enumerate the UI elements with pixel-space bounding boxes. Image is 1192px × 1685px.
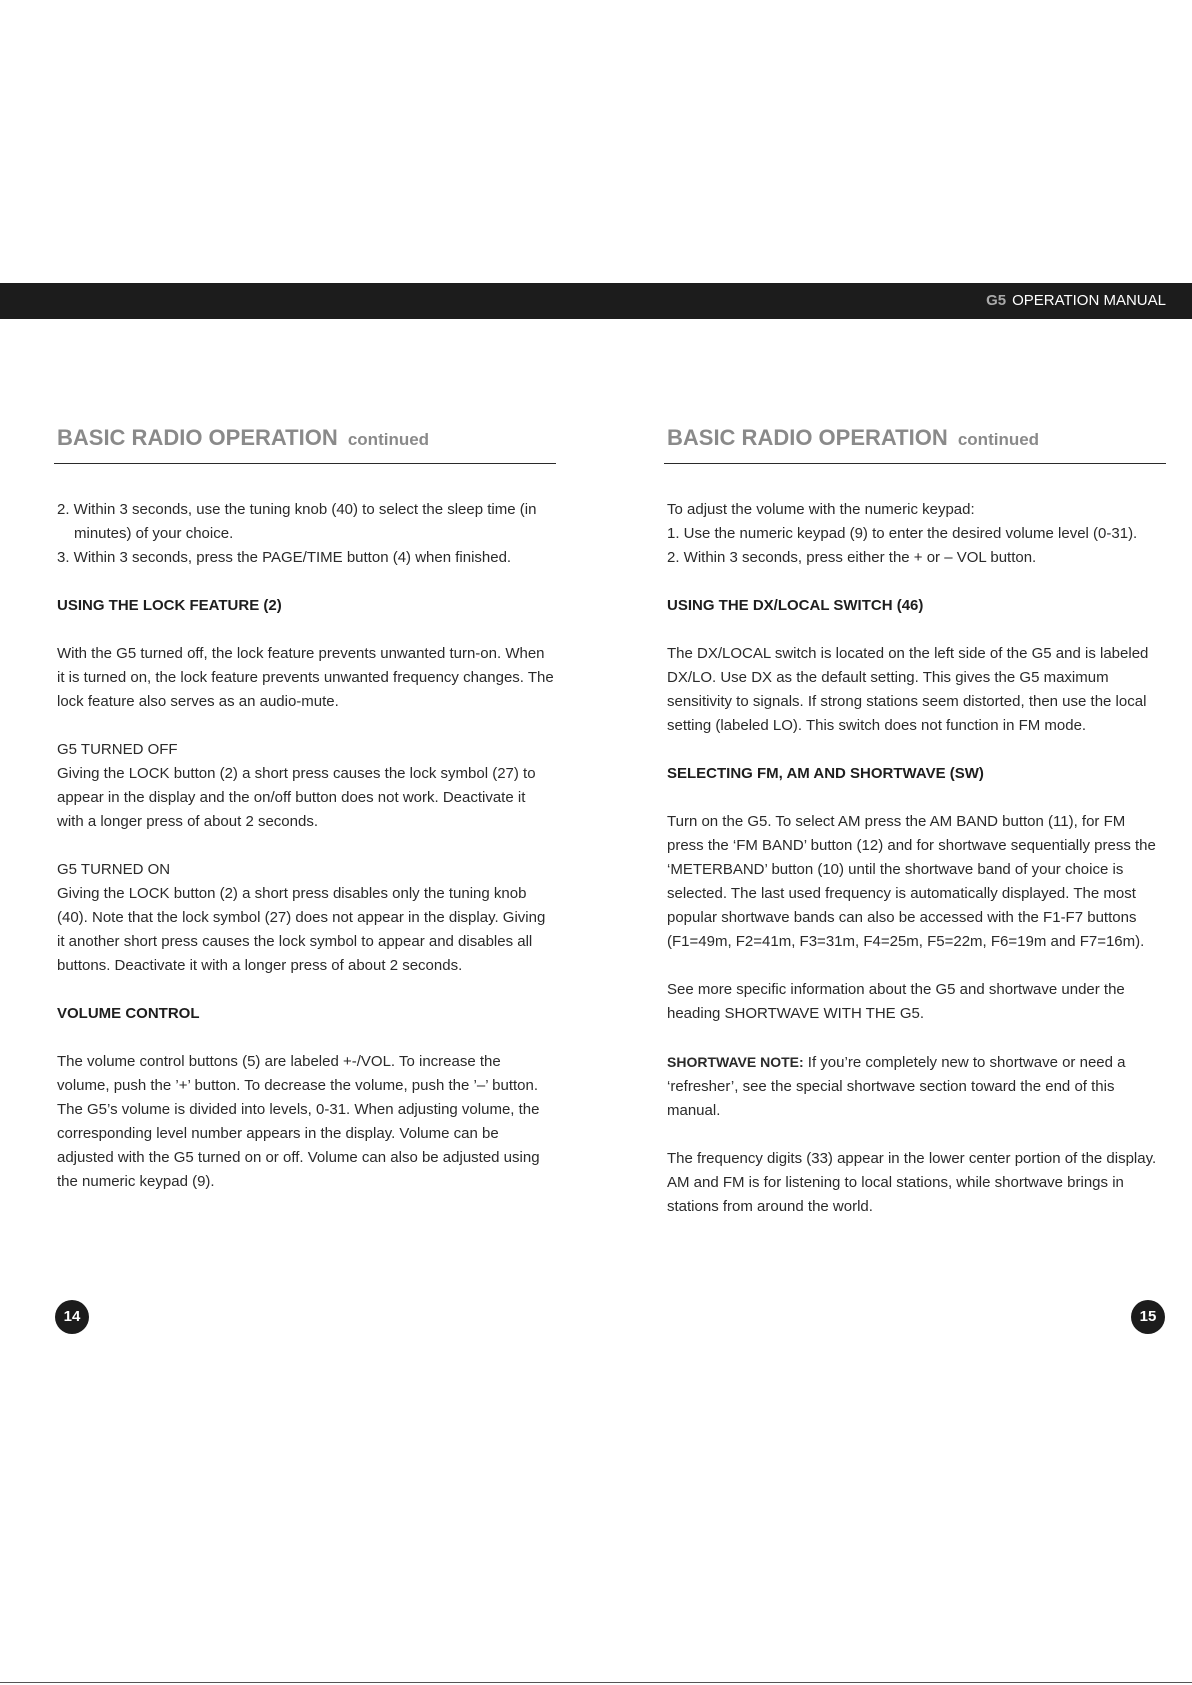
freq-text: The frequency digits (33) appear in the lower center portion of the display. AM and FM is for listening to local stations, while shortwave brings in stations from around the world. xyxy=(667,1150,1157,1215)
volume-text: The volume control buttons (5) are labeled +-/VOL. To increase the volume, push the ’+’ button. To decrease the volume, push the ’–’ button. The G5’s volume is divided into levels, 0-31. When adjusting volume, the corresponding level number appears in the display. Volume can be adjusted with the G5 turned on or off. Volume can also be adjusted using the numeric keypad (9). xyxy=(57,1053,540,1190)
note-text: If you’re completely new to shortwave or need a ‘refresher’, see the special shortwave section toward the end of this manual. xyxy=(667,1054,1126,1119)
right-page xyxy=(664,425,1166,1243)
left-section-title-text: BASIC RADIO OPERATION xyxy=(57,425,338,450)
left-page xyxy=(54,425,556,1218)
more-text: See more specific information about the G5 and shortwave under the heading SHORTWAVE WITH THE G5. xyxy=(667,981,1125,1022)
lock-heading: USING THE LOCK FEATURE (2) xyxy=(57,597,282,614)
shortwave-note xyxy=(667,1050,1166,1123)
header-model: G5 xyxy=(986,292,1007,309)
step-item: 3. Within 3 seconds, press the PAGE/TIME button (4) when finished. xyxy=(57,549,512,566)
step-item: 2. Within 3 seconds, use the tuning knob (40) to select the sleep time (in minutes) of your choice. xyxy=(57,501,537,542)
page-number-right: 15 xyxy=(1131,1300,1165,1334)
keypad-step: 2. Within 3 seconds, press either the + or – VOL button. xyxy=(667,549,1037,566)
dx-heading: USING THE DX/LOCAL SWITCH (46) xyxy=(667,597,924,614)
left-section-title xyxy=(54,425,556,464)
left-body xyxy=(54,498,556,1194)
off-heading: G5 TURNED OFF xyxy=(57,741,178,758)
header-brand xyxy=(986,283,1166,319)
on-text: Giving the LOCK button (2) a short press disables only the tuning knob (40). Note that the lock symbol (27) does not appear in the display. Giving it another short press causes the lock symbol to appear and disables all buttons. Deactivate it with a longer press of about 2 seconds. xyxy=(57,885,546,974)
band-heading: SELECTING FM, AM AND SHORTWAVE (SW) xyxy=(667,765,984,782)
volume-heading: VOLUME CONTROL xyxy=(57,1005,200,1022)
lock-text: With the G5 turned off, the lock feature prevents unwanted turn-on. When it is turned on, the lock feature prevents unwanted frequency changes. The lock feature also serves as an audio-mute. xyxy=(57,645,554,710)
note-label: SHORTWAVE NOTE: xyxy=(667,1054,804,1070)
right-section-title-text: BASIC RADIO OPERATION xyxy=(667,425,948,450)
right-section-title xyxy=(664,425,1166,464)
dx-text: The DX/LOCAL switch is located on the left side of the G5 and is labeled DX/LO. Use DX as the default setting. This gives the G5 maximum sensitivity to signals. If strong stations seem distorted, then use the local setting (labeled LO). This switch does not function in FM mode. xyxy=(667,645,1149,734)
on-heading: G5 TURNED ON xyxy=(57,861,171,878)
right-body xyxy=(664,498,1166,1219)
page-number-left: 14 xyxy=(55,1300,89,1334)
header-title: OPERATION MANUAL xyxy=(1012,292,1166,309)
band-text: Turn on the G5. To select AM press the AM BAND button (11), for FM press the ‘FM BAND’ button (12) and for shortwave sequentially press the ‘METERBAND’ button (10) until the shortwave band of your choice is selected. The last used frequency is automatically displayed. The most popular shortwave bands can also be accessed with the F1-F7 buttons (F1=49m, F2=41m, F3=31m, F4=25m, F5=22m, F6=19m and F7=16m). xyxy=(667,813,1156,950)
keypad-step: 1. Use the numeric keypad (9) to enter the desired volume level (0-31). xyxy=(667,525,1138,542)
header-bar xyxy=(0,283,1192,319)
right-section-suffix: continued xyxy=(957,430,1040,449)
left-section-suffix: continued xyxy=(347,430,430,449)
footer-rule xyxy=(0,1682,1192,1683)
keypad-intro: To adjust the volume with the numeric keypad: xyxy=(667,501,975,518)
off-text: Giving the LOCK button (2) a short press causes the lock symbol (27) to appear in the display and the on/off button does not work. Deactivate it with a longer press of about 2 seconds. xyxy=(57,765,536,830)
